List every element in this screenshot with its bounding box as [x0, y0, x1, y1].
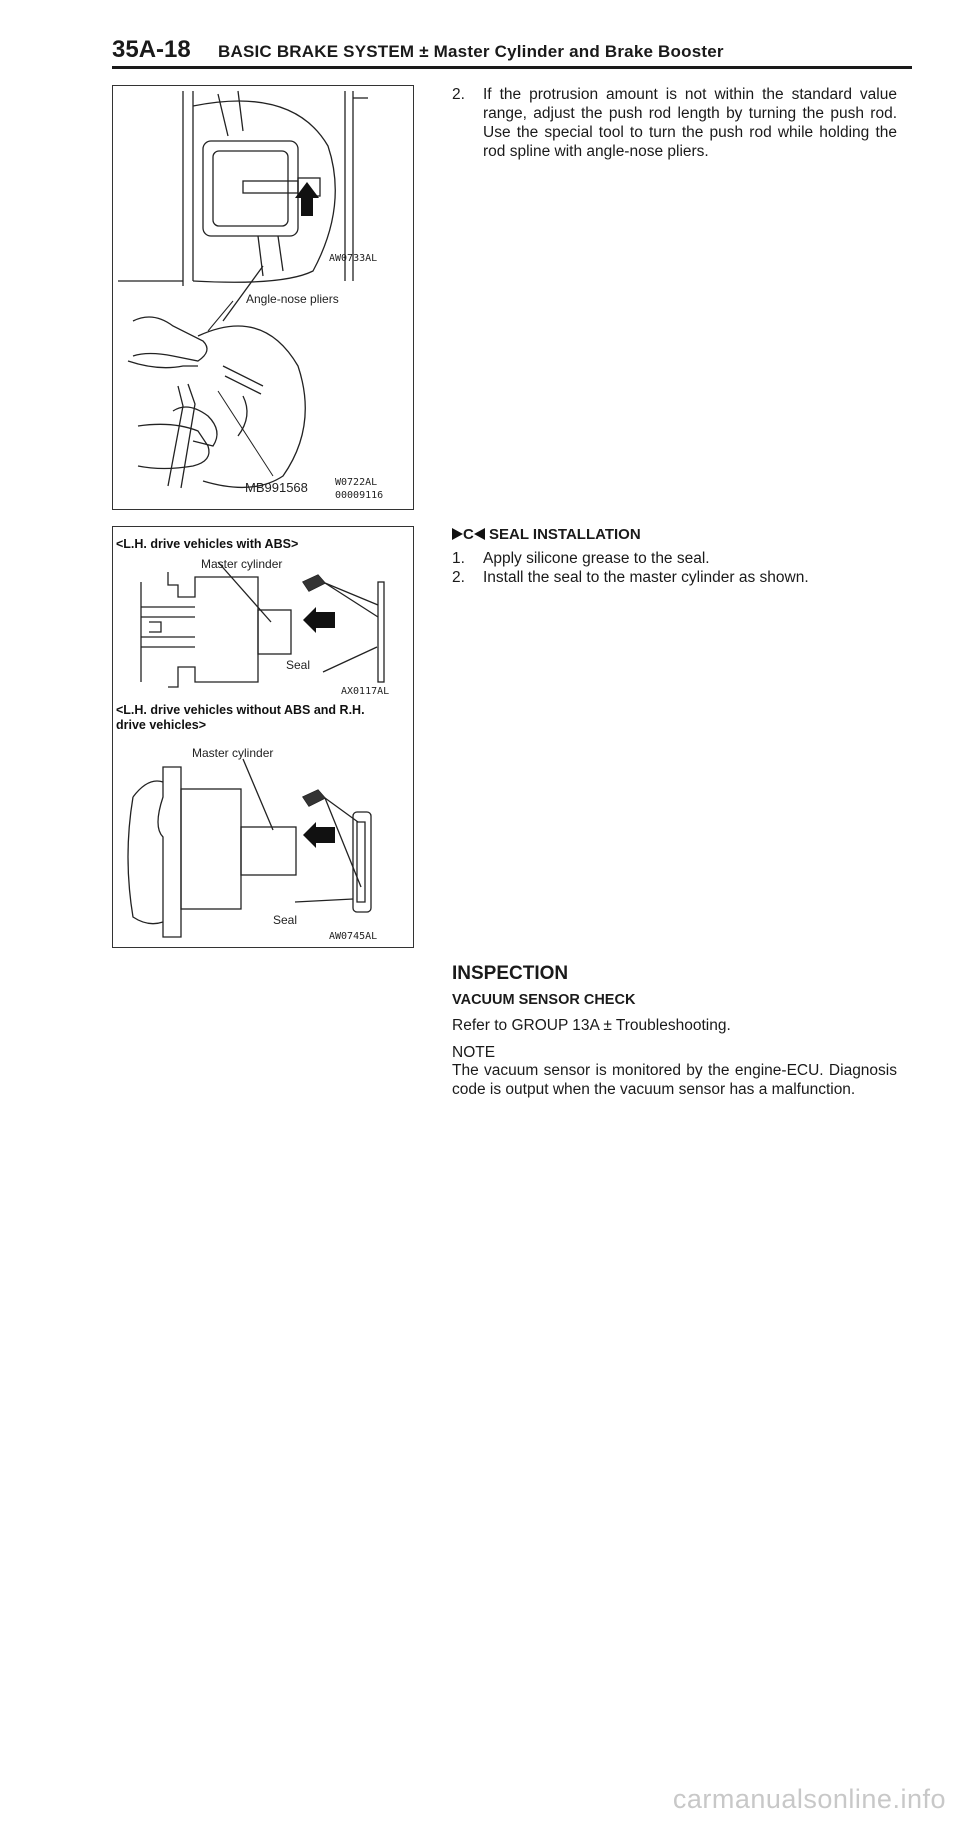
figure-code: W0722AL: [335, 477, 378, 488]
note-label: NOTE: [452, 1044, 496, 1061]
figure-push-rod-adjustment: [112, 85, 414, 510]
push-rod-step: [452, 85, 897, 161]
seal-installation-illustration: [113, 527, 413, 947]
step-text: Apply silicone grease to the seal.: [483, 550, 710, 567]
header-rule: [112, 66, 912, 69]
triangle-right-icon: [452, 528, 463, 540]
figure-caption-without-abs: [116, 703, 365, 733]
label-seal: Seal: [286, 658, 311, 672]
caption-line: drive vehicles>: [116, 718, 206, 732]
step-text: If the protrusion amount is not within the standard value range, adjust the push rod length by turning the push rod. Use the special tool to turn the push rod while holding the rod spline with angle-nose pliers.: [483, 86, 897, 160]
label-master-cylinder: Master cylinder: [201, 557, 283, 571]
figure-code: AX0117AL: [341, 686, 390, 697]
figure-seal-installation: [112, 526, 414, 948]
list-item: [452, 549, 897, 568]
page-title: BASIC BRAKE SYSTEM ± Master Cylinder and Brake Booster: [218, 42, 724, 61]
step-number: 1.: [452, 550, 465, 567]
step-text: Install the seal to the master cylinder as shown.: [483, 569, 809, 586]
page-number: 35A-18: [112, 36, 191, 63]
label-master-cylinder: Master cylinder: [192, 746, 274, 760]
refer-text: Refer to GROUP 13A ± Troubleshooting.: [452, 1017, 731, 1034]
label-seal: Seal: [273, 913, 298, 927]
figure-code: AW0745AL: [329, 931, 378, 942]
figure-caption-with-abs: <L.H. drive vehicles with ABS>: [116, 537, 299, 551]
triangle-left-icon: [474, 528, 485, 540]
note-text: The vacuum sensor is monitored by the engine-ECU. Diagnosis code is output when the vacuum sensor has a malfunction.: [452, 1062, 897, 1098]
page-header: [112, 36, 912, 70]
label-angle-nose-pliers: Angle-nose pliers: [246, 292, 339, 306]
section-heading: SEAL INSTALLATION: [489, 526, 641, 543]
watermark: carmanualsonline.info: [672, 1784, 946, 1814]
list-item: [452, 85, 897, 161]
step-number: 2.: [452, 86, 465, 103]
seal-installation-heading: [452, 526, 641, 543]
figure-code: AW0733AL: [329, 253, 378, 264]
step-number: 2.: [452, 569, 465, 586]
inspection-heading: INSPECTION: [452, 963, 569, 984]
caption-line: <L.H. drive vehicles without ABS and R.H.: [116, 703, 365, 717]
list-item: [452, 568, 897, 587]
vacuum-sensor-heading: VACUUM SENSOR CHECK: [452, 992, 636, 1008]
figure-code: 00009116: [335, 490, 384, 501]
label-special-tool: MB991568: [245, 480, 308, 495]
procedure-letter: C: [463, 526, 474, 543]
seal-installation-steps: [452, 549, 897, 587]
